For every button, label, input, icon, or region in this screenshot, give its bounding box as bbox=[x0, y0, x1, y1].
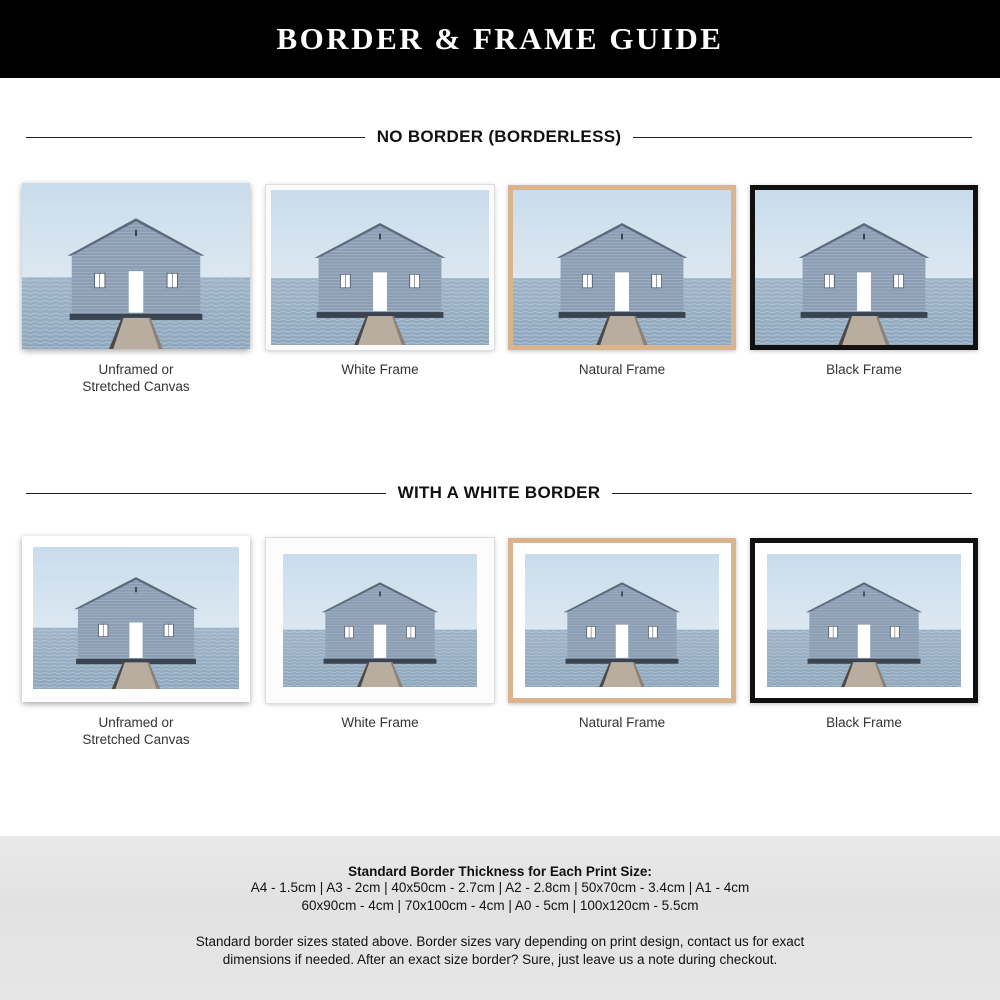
caption-line: Black Frame bbox=[826, 715, 902, 730]
caption bbox=[750, 361, 978, 378]
caption bbox=[266, 361, 494, 378]
black-frame bbox=[750, 538, 978, 703]
caption-line: Natural Frame bbox=[578, 715, 666, 730]
boathouse-photo bbox=[33, 547, 239, 689]
caption-line: White Frame bbox=[341, 362, 419, 377]
border-info-panel bbox=[0, 836, 1000, 1000]
section-title-white-border bbox=[26, 478, 972, 508]
note-line-2: dimensions if needed. After an exact size border? Sure, just leave us a note during checkout. bbox=[222, 952, 778, 967]
caption bbox=[508, 714, 736, 731]
info-heading: Standard Border Thickness for Each Print Size: bbox=[348, 864, 652, 879]
caption-line: Stretched Canvas bbox=[82, 732, 190, 747]
boathouse-photo bbox=[767, 554, 961, 687]
caption-line: White Frame bbox=[341, 715, 419, 730]
white-frame bbox=[266, 538, 494, 703]
sizes-line-2: 60x90cm - 4cm | 70x100cm - 4cm | A0 - 5cm | 100x120cm - 5.5cm bbox=[301, 898, 699, 913]
divider-right bbox=[633, 137, 972, 138]
caption-line: Unframed or bbox=[98, 715, 174, 730]
divider-left bbox=[26, 137, 365, 138]
boathouse-photo bbox=[271, 190, 489, 345]
caption-line: Black Frame bbox=[826, 362, 902, 377]
caption bbox=[508, 361, 736, 378]
caption-line: Unframed or bbox=[98, 362, 174, 377]
natural-frame bbox=[508, 538, 736, 703]
caption bbox=[750, 714, 978, 731]
natural-frame bbox=[508, 185, 736, 350]
caption-line: Stretched Canvas bbox=[82, 379, 190, 394]
boathouse-photo bbox=[755, 190, 973, 345]
section-label: WITH A WHITE BORDER bbox=[397, 483, 601, 502]
section-label: NO BORDER (BORDERLESS) bbox=[376, 127, 622, 146]
sizes-line-1: A4 - 1.5cm | A3 - 2cm | 40x50cm - 2.7cm | A2 - 2.8cm | 50x70cm - 3.4cm | A1 - 4cm bbox=[250, 880, 750, 895]
caption-line: Natural Frame bbox=[578, 362, 666, 377]
black-frame bbox=[750, 185, 978, 350]
divider-right bbox=[612, 493, 972, 494]
boathouse-photo bbox=[22, 183, 250, 349]
caption bbox=[266, 714, 494, 731]
unframed-print bbox=[22, 536, 250, 702]
page-title: BORDER & FRAME GUIDE bbox=[276, 21, 724, 56]
boathouse-photo bbox=[283, 554, 477, 687]
boathouse-photo bbox=[525, 554, 719, 687]
note-line-1: Standard border sizes stated above. Border sizes vary depending on print design, contact us for exact bbox=[195, 934, 805, 949]
boathouse-photo bbox=[513, 190, 731, 345]
section-title-no-border bbox=[26, 122, 972, 152]
caption bbox=[22, 361, 250, 395]
caption bbox=[22, 714, 250, 748]
header-banner bbox=[0, 0, 1000, 78]
unframed-print bbox=[22, 183, 250, 349]
divider-left bbox=[26, 493, 386, 494]
white-frame bbox=[266, 185, 494, 350]
